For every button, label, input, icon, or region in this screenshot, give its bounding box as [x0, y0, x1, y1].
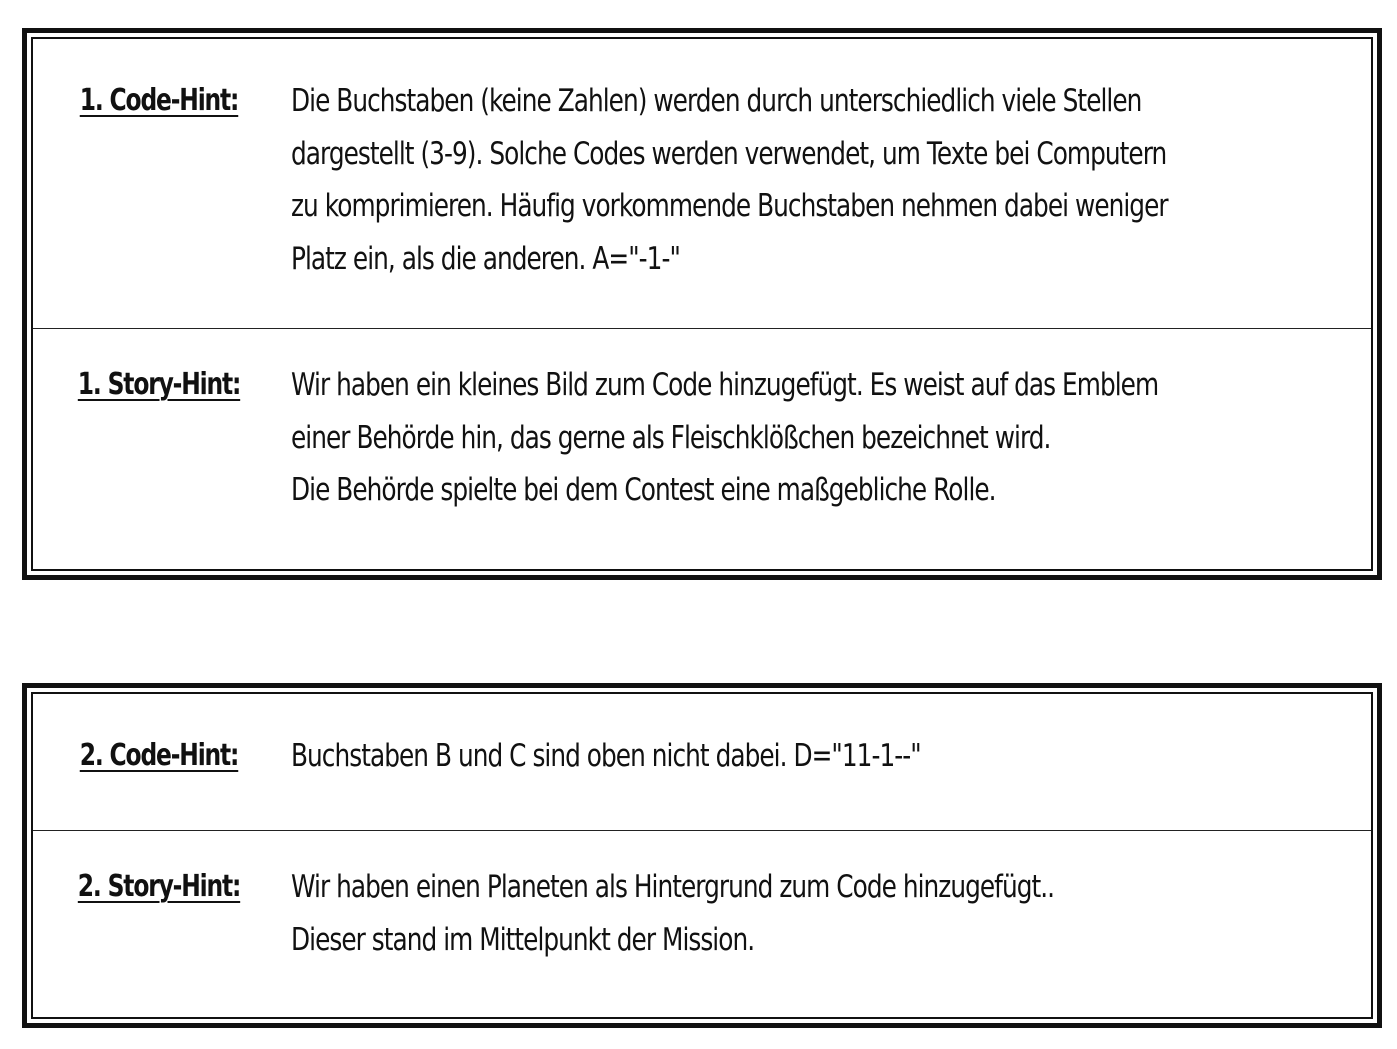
code-hint-1-line-2: dargestellt (3-9). Solche Codes werden verwendet, um Texte bei Computern	[291, 135, 1167, 172]
story-hint-1-line-2: einer Behörde hin, das gerne als Fleischklößchen bezeichnet wird.	[291, 419, 1051, 456]
hint-card-2-inner-border	[31, 692, 1373, 1019]
hint-card-1	[22, 28, 1382, 580]
story-hint-2-line-1: Wir haben einen Planeten als Hintergrund zum Code hinzugefügt..	[291, 869, 1055, 905]
story-hint-label-1: 1. Story-Hint:	[77, 367, 241, 402]
story-hint-2-line-2: Dieser stand im Mittelpunkt der Mission.	[291, 921, 755, 958]
hint-card-2	[22, 683, 1382, 1028]
code-hint-2-line-1: Buchstaben B und C sind oben nicht dabei. D="11-1--"	[291, 738, 921, 774]
story-hint-1-line-3: Die Behörde spielte bei dem Contest eine maßgebliche Rolle.	[291, 472, 996, 508]
story-hint-row-1	[33, 329, 1371, 569]
hint-card-1-inner-border	[31, 37, 1373, 571]
code-hint-row-1	[33, 39, 1371, 329]
story-hint-label-2: 2. Story-Hint:	[77, 869, 241, 904]
story-hint-1-line-1: Wir haben ein kleines Bild zum Code hinzugefügt. Es weist auf das Emblem	[291, 367, 1159, 403]
code-hint-label-2: 2. Code-Hint:	[79, 738, 239, 773]
code-hint-text-1	[291, 75, 1397, 285]
code-hint-label-1: 1. Code-Hint:	[79, 83, 239, 118]
code-hint-1-line-1: Die Buchstaben (keine Zahlen) werden durch unterschiedlich viele Stellen	[291, 83, 1142, 119]
story-hint-row-2	[33, 831, 1371, 1016]
story-hint-text-1	[291, 359, 1397, 517]
code-hint-text-2	[291, 730, 1397, 783]
story-hint-text-2	[291, 861, 1397, 966]
code-hint-1-line-3: zu komprimieren. Häufig vorkommende Buchstaben nehmen dabei weniger	[291, 188, 1168, 224]
code-hint-1-line-4: Platz ein, als die anderen. A="-1-"	[291, 240, 680, 277]
code-hint-row-2	[33, 694, 1371, 831]
